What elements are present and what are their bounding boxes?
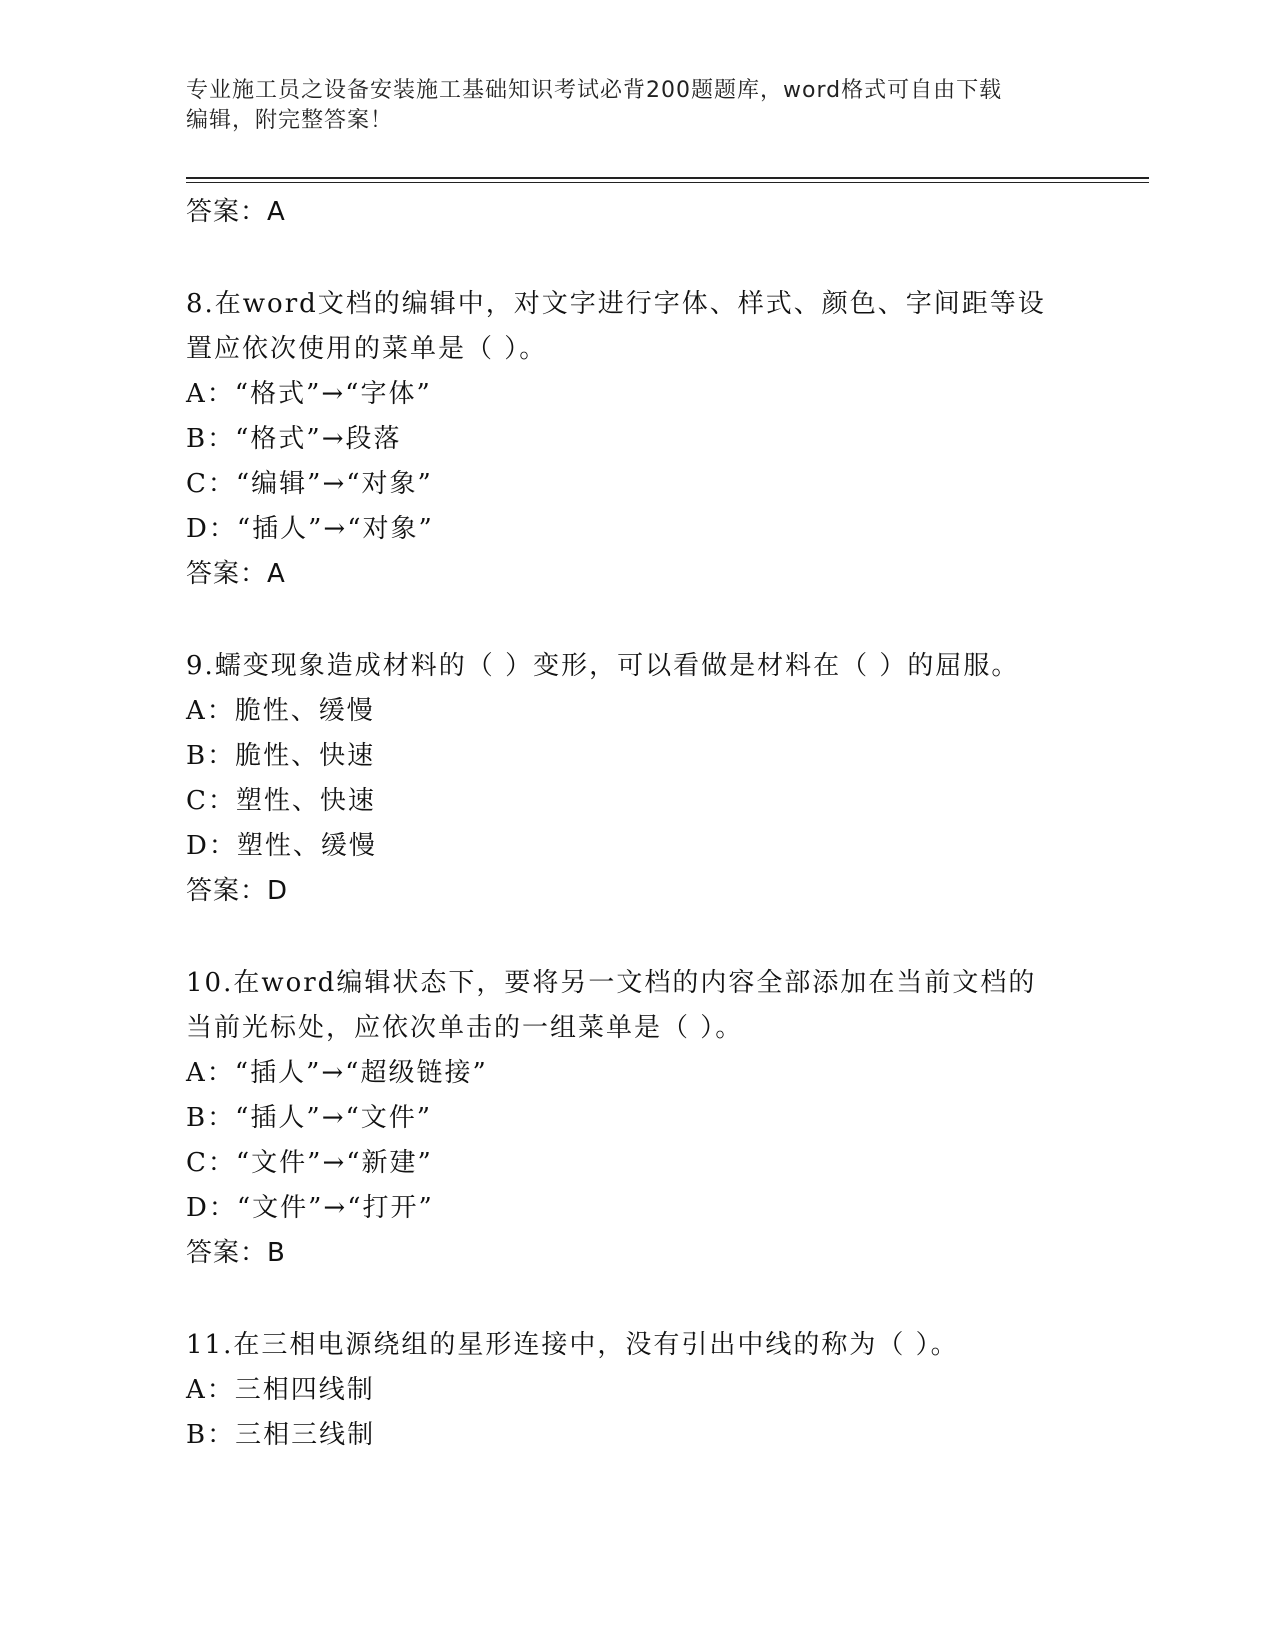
option-b: B：脆性、快速 xyxy=(186,741,376,771)
question-stem-line: 9.蠕变现象造成材料的（ ）变形，可以看做是材料在（ ）的屈服。 xyxy=(186,651,1020,681)
option-c: C：“文件”→“新建” xyxy=(186,1148,433,1178)
question-8 xyxy=(186,282,1086,597)
question-list xyxy=(186,190,1086,1458)
option-d: D：“文件”→“打开” xyxy=(186,1193,434,1223)
option-a: A：三相四线制 xyxy=(186,1375,375,1405)
question-10 xyxy=(186,961,1086,1276)
option-a: A：脆性、缓慢 xyxy=(186,696,375,726)
question-stem-line: 当前光标处，应依次单击的一组菜单是（ ）。 xyxy=(186,1013,744,1043)
question-stem-line: 11.在三相电源绕组的星形连接中，没有引出中线的称为（ ）。 xyxy=(186,1330,959,1360)
option-d: D：塑性、缓慢 xyxy=(186,831,377,861)
option-a: A：“插人”→“超级链接” xyxy=(186,1058,488,1088)
spacer xyxy=(186,235,1086,282)
option-c: C：塑性、快速 xyxy=(186,786,376,816)
page-header xyxy=(186,76,1066,136)
answer: 答案：B xyxy=(186,1238,286,1268)
spacer xyxy=(186,1276,1086,1323)
question-9 xyxy=(186,644,1086,914)
header-title-line-2: 编辑，附完整答案！ xyxy=(186,108,394,133)
option-b: B：三相三线制 xyxy=(186,1420,376,1450)
header-divider xyxy=(186,177,1149,183)
spacer xyxy=(186,597,1086,644)
answer: 答案：D xyxy=(186,876,289,906)
option-a: A：“格式”→“字体” xyxy=(186,379,432,409)
question-stem-line: 10.在word编辑状态下，要将另一文档的内容全部添加在当前文档的 xyxy=(186,968,1037,998)
question-stem-line: 置应依次使用的菜单是（ ）。 xyxy=(186,334,548,364)
question-11 xyxy=(186,1323,1086,1458)
answer: 答案：A xyxy=(186,559,286,589)
header-title-line-1: 专业施工员之设备安装施工基础知识考试必背200题题库，word格式可自由下载 xyxy=(186,78,1003,103)
question-stem-line: 8.在word文档的编辑中，对文字进行字体、样式、颜色、字间距等设 xyxy=(186,289,1046,319)
previous-answer: 答案：A xyxy=(186,197,286,227)
option-b: B：“插人”→“文件” xyxy=(186,1103,433,1133)
option-c: C：“编辑”→“对象” xyxy=(186,469,433,499)
option-b: B：“格式”→段落 xyxy=(186,424,402,454)
spacer xyxy=(186,914,1086,961)
option-d: D：“插人”→“对象” xyxy=(186,514,434,544)
